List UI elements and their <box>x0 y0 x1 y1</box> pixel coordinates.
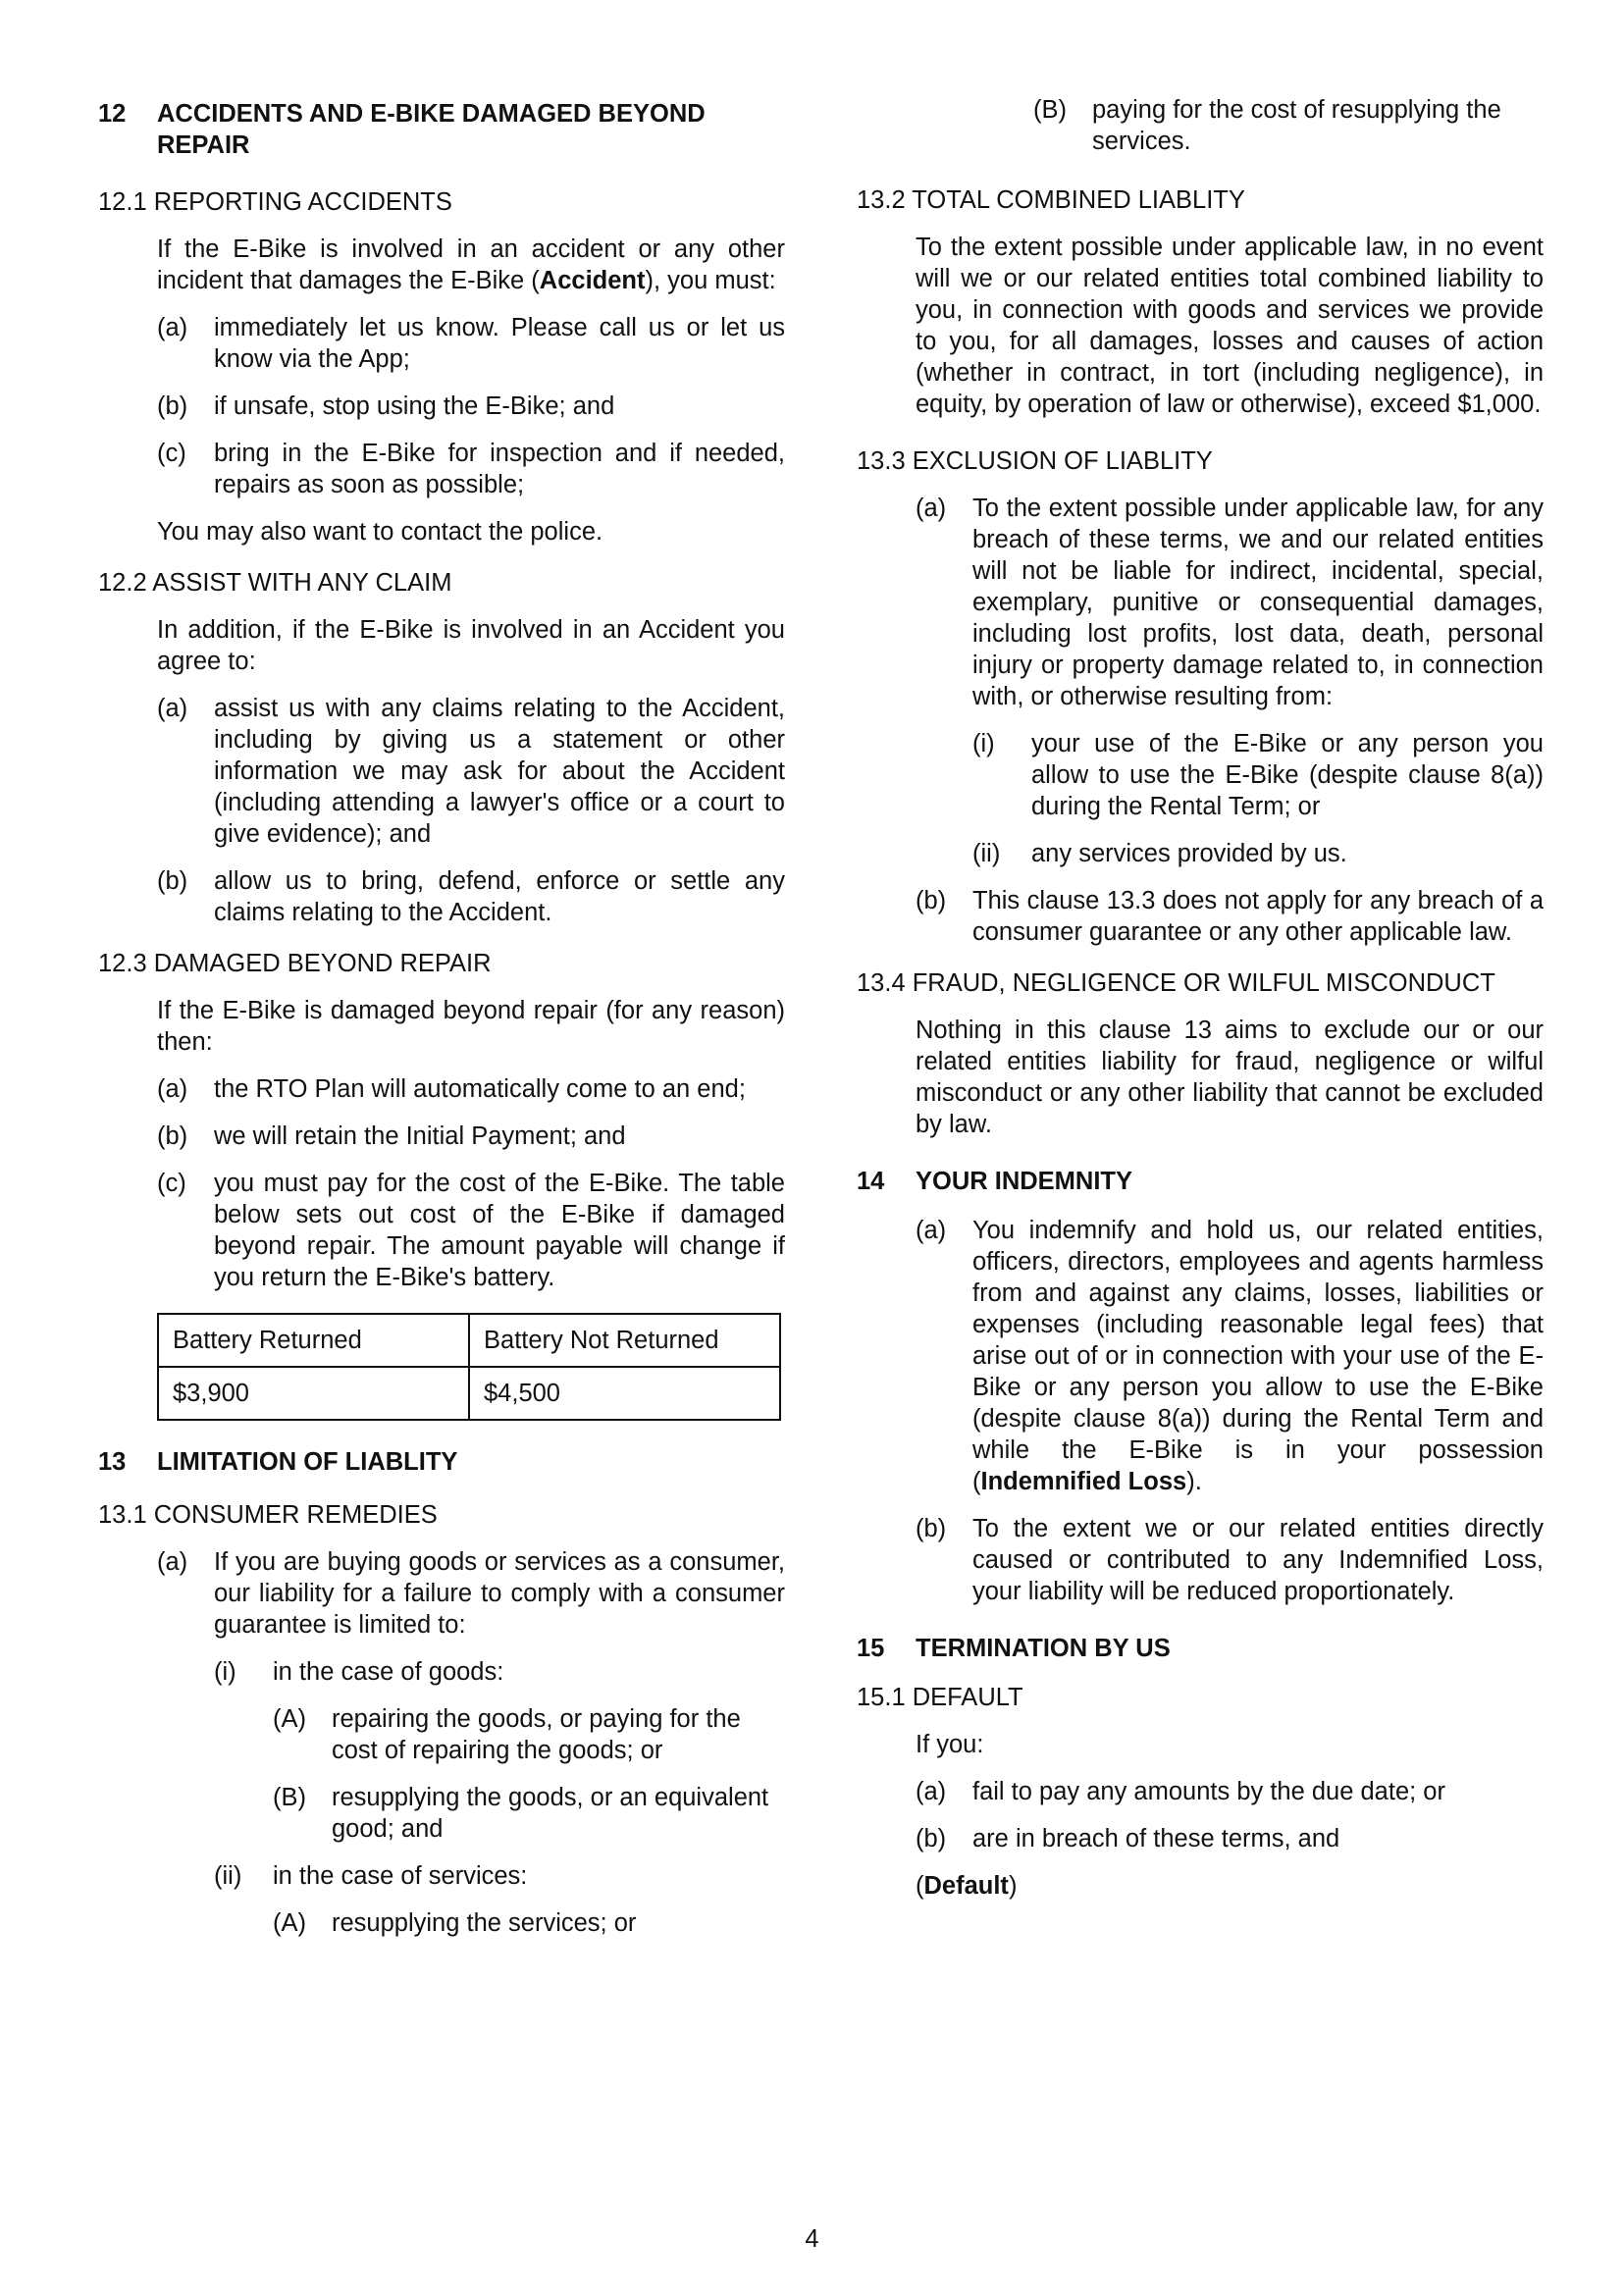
section-12-1-intro: If the E-Bike is involved in an accident or any other incident that damages the E-Bike (Accident), you must: <box>157 235 785 294</box>
table-row <box>158 1367 780 1420</box>
right-column <box>857 94 1544 1917</box>
default-definition: (Default) <box>916 1872 1018 1900</box>
section-13-3-heading: 13.3 EXCLUSION OF LIABLITY <box>857 447 1213 475</box>
list-item: (b) are in breach of these terms, and <box>916 1825 1340 1852</box>
section-13-4-text: Nothing in this clause 13 aims to exclude our or our related entities liability for fraud, negligence or wilful misconduct or any other liability that cannot be excluded by law. <box>916 1017 1544 1138</box>
list-item: (A) repairing the goods, or paying for the cost of repairing the goods; or <box>273 1705 741 1764</box>
list-item: (a) If you are buying goods or services as a consumer, our liability for a failure to comply with a consumer guarantee is limited to: <box>157 1548 785 1639</box>
list-item: (a) assist us with any claims relating to the Accident, including by giving us a statement or other information we may ask for about the Accident (including attending a lawyer's office or a court to give evidence); and <box>157 695 785 848</box>
list-item: (A) resupplying the services; or <box>273 1909 637 1937</box>
list-item: (B) resupplying the goods, or an equivalent good; and <box>273 1784 769 1843</box>
battery-cost-table <box>157 1313 781 1421</box>
list-item: (i) your use of the E-Bike or any person you allow to use the E-Bike (despite clause 8(a)) during the Rental Term; or <box>972 730 1544 820</box>
list-item: (a) You indemnify and hold us, our related entities, officers, directors, employees and agents harmless from and against any claims, losses, liabilities or expenses (including reasonable legal fees) that arise out of or in connection with your use of the E-Bike or any person you allow to use the E-Bike (despite clause 8(a)) during the Rental Term and while the E-Bike is in your possession (Indemnified Loss). <box>916 1217 1544 1495</box>
list-item: (a) immediately let us know. Please call us or let us know via the App; <box>157 314 785 373</box>
section-13-1-heading: 13.1 CONSUMER REMEDIES <box>98 1501 438 1529</box>
section-13-4-heading: 13.4 FRAUD, NEGLIGENCE OR WILFUL MISCONDUCT <box>857 969 1495 997</box>
table-header-cell: Battery Returned <box>158 1314 469 1367</box>
list-item: (b) if unsafe, stop using the E-Bike; and <box>157 392 615 420</box>
section-12-1-outro: You may also want to contact the police. <box>157 518 603 546</box>
section-12-2-intro: In addition, if the E-Bike is involved in an Accident you agree to: <box>157 616 785 675</box>
list-item: (b) To the extent we or our related entities directly caused or contributed to any Indemnified Loss, your liability will be reduced proportionately. <box>916 1515 1544 1605</box>
list-item: (b) This clause 13.3 does not apply for any breach of a consumer guarantee or any other applicable law. <box>916 887 1544 946</box>
list-item: (ii) any services provided by us. <box>972 840 1347 867</box>
section-15-1-intro: If you: <box>916 1731 984 1758</box>
table-cell: $4,500 <box>469 1367 780 1420</box>
table-cell: $3,900 <box>158 1367 469 1420</box>
list-item: (i) in the case of goods: <box>214 1658 504 1686</box>
section-13-2-heading: 13.2 TOTAL COMBINED LIABLITY <box>857 186 1245 214</box>
left-column <box>98 98 785 1955</box>
list-item: (b) allow us to bring, defend, enforce or settle any claims relating to the Accident. <box>157 867 785 926</box>
list-item: (a) fail to pay any amounts by the due date; or <box>916 1778 1445 1805</box>
table-header-cell: Battery Not Returned <box>469 1314 780 1367</box>
list-item: (a) the RTO Plan will automatically come to an end; <box>157 1075 746 1103</box>
page-number: 4 <box>805 2225 819 2253</box>
list-item: (B) paying for the cost of resupplying the services. <box>1033 96 1501 155</box>
section-12-3-heading: 12.3 DAMAGED BEYOND REPAIR <box>98 950 492 977</box>
section-13-2-text: To the extent possible under applicable law, in no event will we or our related entities total combined liability to you, in connection with goods and services we provide to you, for all damages, losses and causes of action (whether in contract, in tort (including negligence), in equity, by operation of law or otherwise), exceed $1,000. <box>916 234 1544 418</box>
section-12-1-heading: 12.1 REPORTING ACCIDENTS <box>98 188 452 216</box>
list-item: (a) To the extent possible under applicable law, for any breach of these terms, we and our related entities will not be liable for indirect, incidental, special, exemplary, punitive or consequential damages, including lost profits, lost data, death, personal injury or property damage related to, in connection with, or otherwise resulting from: <box>916 495 1544 710</box>
list-item: (c) bring in the E-Bike for inspection and if needed, repairs as soon as possible; <box>157 440 785 498</box>
section-15-heading: 15 TERMINATION BY US <box>857 1635 1171 1662</box>
section-12-3-intro: If the E-Bike is damaged beyond repair (for any reason) then: <box>157 997 785 1056</box>
section-14-heading: 14 YOUR INDEMNITY <box>857 1168 1133 1195</box>
section-12-heading: 12 ACCIDENTS AND E-BIKE DAMAGED BEYOND REPAIR <box>98 100 706 159</box>
section-13-heading: 13 LIMITATION OF LIABLITY <box>98 1448 458 1476</box>
section-15-1-heading: 15.1 DEFAULT <box>857 1684 1023 1711</box>
table-row <box>158 1314 780 1367</box>
section-12-2-heading: 12.2 ASSIST WITH ANY CLAIM <box>98 569 452 597</box>
list-item: (b) we will retain the Initial Payment; and <box>157 1122 626 1150</box>
list-item: (c) you must pay for the cost of the E-Bike. The table below sets out cost of the E-Bike if damaged beyond repair. The amount payable will change if you return the E-Bike's battery. <box>157 1170 785 1291</box>
list-item: (ii) in the case of services: <box>214 1862 528 1890</box>
